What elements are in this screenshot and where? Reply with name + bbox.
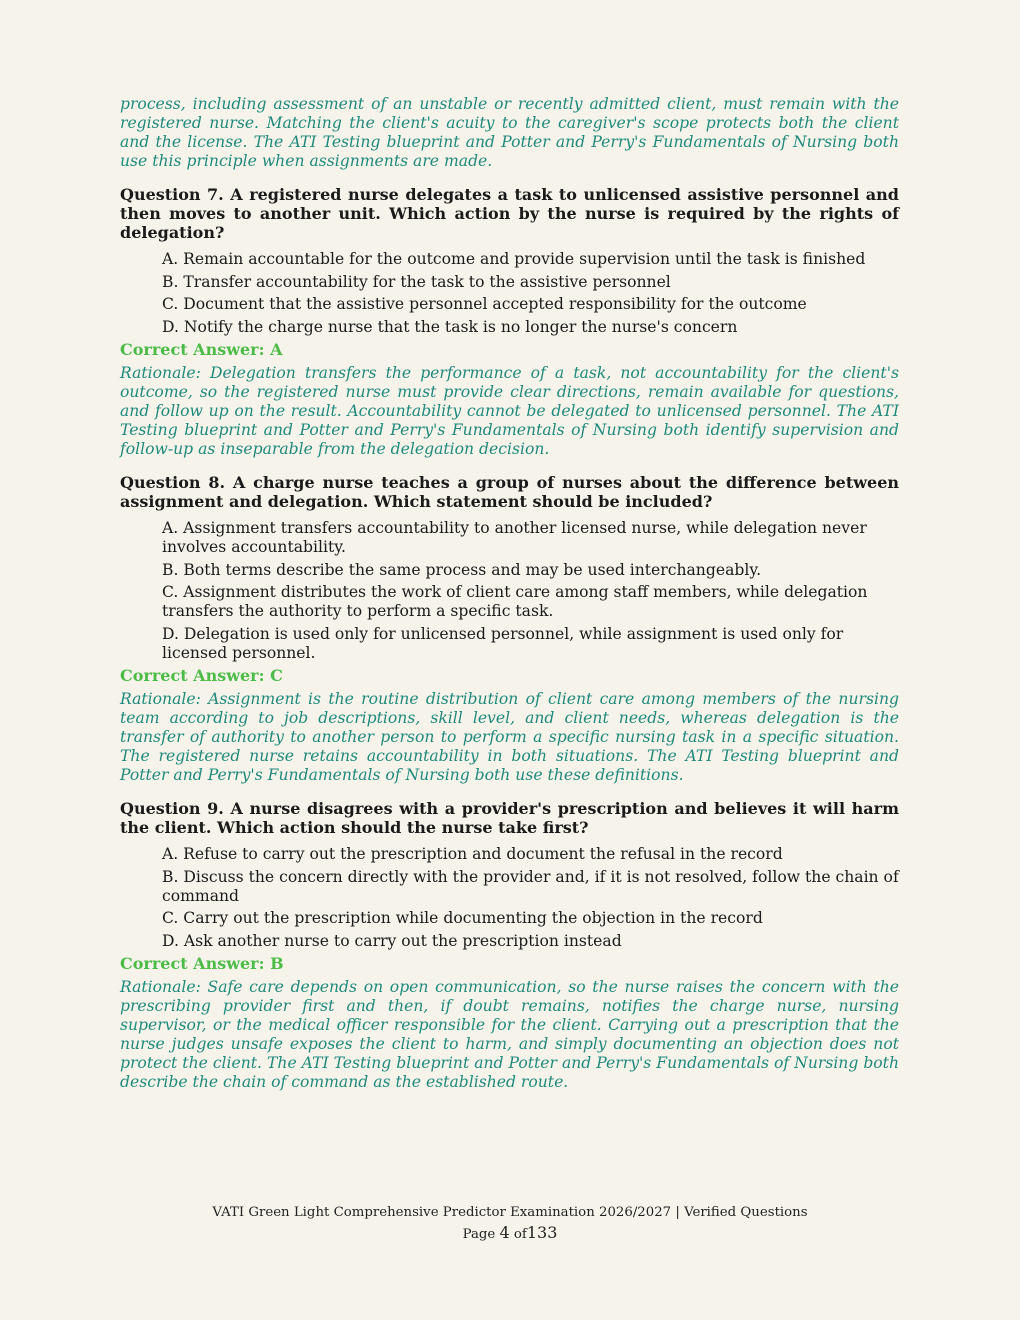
option-a: A. Remain accountable for the outcome and provide supervision until the task is finished <box>162 250 866 268</box>
option-a: A. Assignment transfers accountability to another licensed nurse, while delegation never involves accountability. <box>162 519 867 556</box>
option-d: D. Ask another nurse to carry out the prescription instead <box>162 931 622 950</box>
correct-answer: Correct Answer: B <box>120 954 284 973</box>
answer-options <box>120 845 899 951</box>
option-a: A. Refuse to carry out the prescription and document the refusal in the record <box>162 845 783 863</box>
answer-options <box>120 250 899 337</box>
rationale: Rationale: Delegation transfers the performance of a task, not accountability for the client's outcome, so the registered nurse must provide clear directions, remain available for questions, and follow up on the result. Accountability cannot be delegated to unlicensed personnel. The ATI Testing blueprint and Potter and Perry's Fundamentals of Nursing both identify supervision and follow-up as inseparable from the delegation decision. <box>120 364 899 458</box>
rationale: Rationale: Assignment is the routine distribution of client care among members of the nursing team according to job descriptions, skill level, and client needs, whereas delegation is the transfer of authority to another person to perform a specific nursing task in a specific situation. The registered nurse retains accountability in both situations. The ATI Testing blueprint and Potter and Perry's Fundamentals of Nursing both use these definitions. <box>120 690 899 784</box>
page-of: of <box>513 1227 527 1242</box>
option-d: D. Delegation is used only for unlicensed personnel, while assignment is used only for licensed personnel. <box>162 624 844 662</box>
answer-options <box>120 519 899 663</box>
question-block-8 <box>120 473 899 785</box>
question-stem: Question 8. A charge nurse teaches a group of nurses about the difference between assignment and delegation. Which statement should be included? <box>120 473 899 511</box>
option-b: B. Discuss the concern directly with the provider and, if it is not resolved, follow the chain of command <box>162 867 899 905</box>
correct-answer: Correct Answer: C <box>120 666 283 685</box>
page-number: 4 <box>499 1223 510 1242</box>
page-total: 133 <box>526 1223 558 1242</box>
option-c: C. Carry out the prescription while documenting the objection in the record <box>162 909 763 927</box>
option-b: B. Both terms describe the same process and may be used interchangeably. <box>162 560 762 579</box>
page-prefix: Page <box>462 1227 496 1242</box>
option-c: C. Assignment distributes the work of client care among staff members, while delegation transfers the authority to perform a specific task. <box>162 583 868 620</box>
footer-title: VATI Green Light Comprehensive Predictor Examination 2026/2027 | Verified Questions <box>212 1205 808 1220</box>
option-b: B. Transfer accountability for the task to the assistive personnel <box>162 272 671 291</box>
correct-answer: Correct Answer: A <box>120 340 283 359</box>
rationale: Rationale: Safe care depends on open communication, so the nurse raises the concern with the prescribing provider first and then, if doubt remains, notifies the charge nurse, nursing supervisor, or the medical officer responsible for the client. Carrying out a prescription that the nurse judges unsafe exposes the client to harm, and simply documenting an objection does not protect the client. The ATI Testing blueprint and Potter and Perry's Fundamentals of Nursing both describe the chain of command as the established route. <box>120 978 899 1091</box>
question-stem: Question 7. A registered nurse delegates a task to unlicensed assistive personnel and then moves to another unit. Which action by the nurse is required by the rights of delegation? <box>120 185 899 242</box>
question-stem: Question 9. A nurse disagrees with a provider's prescription and believes it will harm the client. Which action should the nurse take first? <box>120 799 899 837</box>
question-block-9 <box>120 799 899 1092</box>
page-footer <box>0 1203 1020 1245</box>
page-indicator <box>0 1223 1020 1245</box>
question-block-7 <box>120 185 899 459</box>
page-content <box>120 95 899 1092</box>
continued-rationale: process, including assessment of an unstable or recently admitted client, must remain with the registered nurse. Matching the client's acuity to the caregiver's scope protects both the client and the license. The ATI Testing blueprint and Potter and Perry's Fundamentals of Nursing both use this principle when assignments are made. <box>120 95 899 170</box>
option-c: C. Document that the assistive personnel accepted responsibility for the outcome <box>162 295 807 313</box>
option-d: D. Notify the charge nurse that the task is no longer the nurse's concern <box>162 317 738 336</box>
